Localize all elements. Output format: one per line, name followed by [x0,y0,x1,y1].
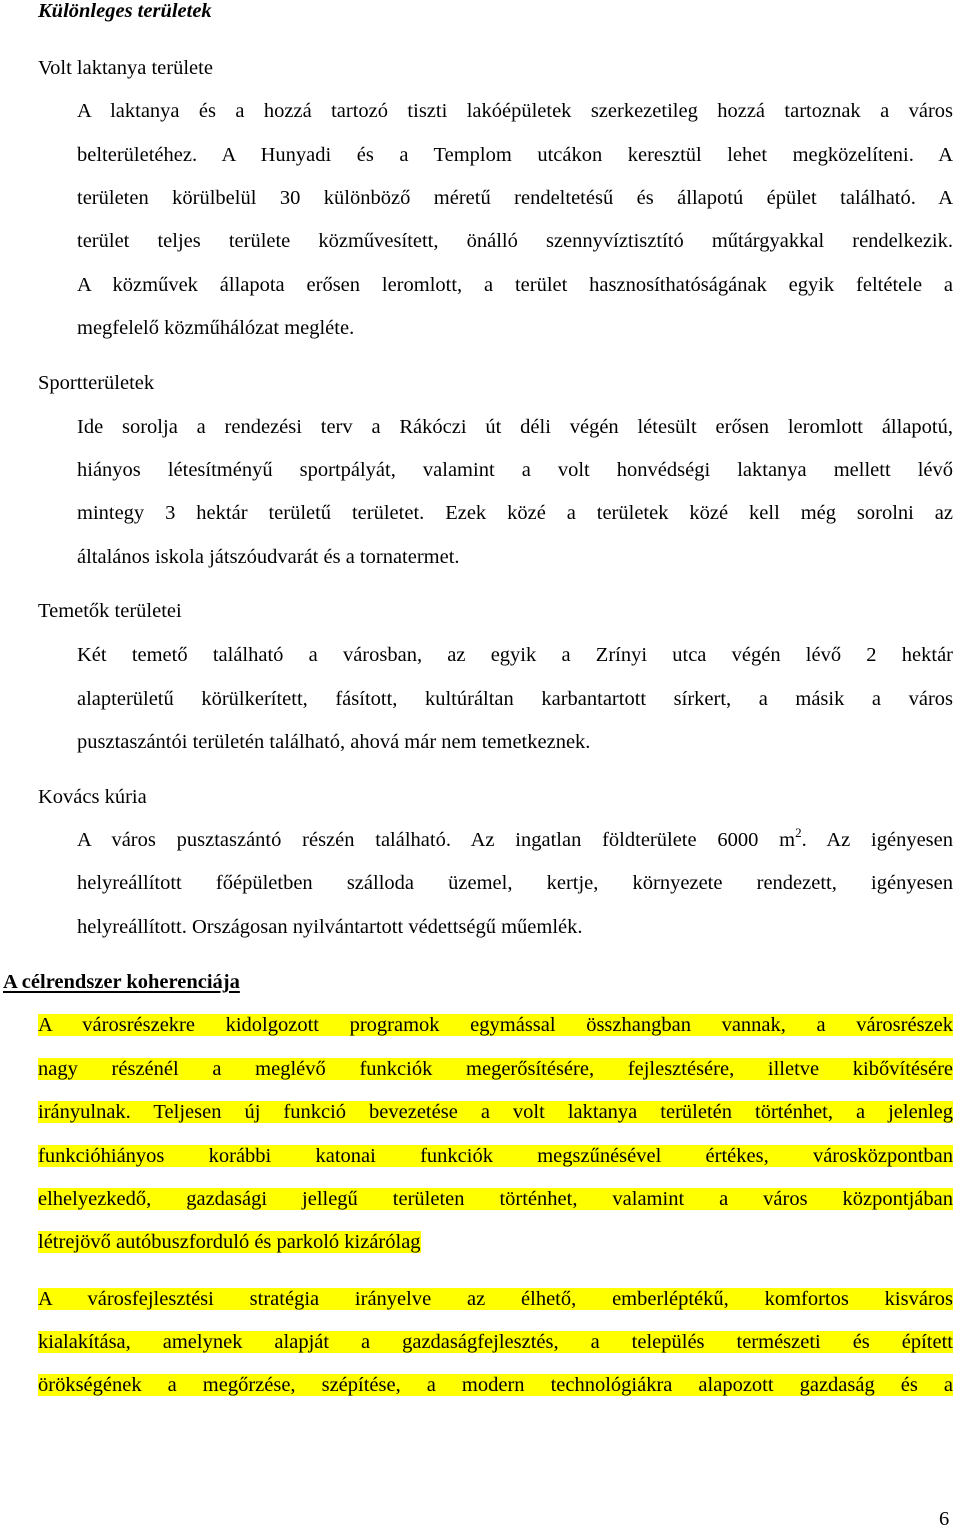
barracks-line-4: terület teljes területe közművesített, önálló szennyvíztisztító műtárgyakkal rendelkezik. [77,230,953,252]
area-heading-manor: Kovács kúria [38,786,147,808]
barracks-line-2: belterületéhez. A Hunyadi és a Templom utcákon keresztül lehet megközelíteni. A [77,144,953,166]
cemeteries-line-1: Két temető található a városban, az egyik a Zrínyi utca végén lévő 2 hektár [77,644,953,666]
strategy-line-3-text: örökségének a megőrzése, szépítése, a modern technológiákra alapozott gazdaság és a [38,1374,953,1396]
barracks-line-3: területen körülbelül 30 különböző méretű rendeltetésű és állapotú épület található. A [77,187,953,209]
strategy-line-2 [38,1329,953,1355]
area-heading-sports: Sportterületek [38,372,155,394]
coherence-line-5-text: elhelyezkedő, gazdasági jellegű területen történhet, valamint a város központjában [38,1188,953,1210]
coherence-line-3 [38,1099,953,1125]
page-number: 6 [939,1508,950,1530]
coherence-line-6 [38,1229,421,1255]
strategy-line-2-text: kialakítása, amelynek alapját a gazdaságfejlesztés, a település természeti és épített [38,1331,953,1353]
strategy-line-3 [38,1372,953,1398]
manor-line-1-text: A város pusztaszántó részén található. Az ingatlan földterülete 6000 m [77,829,796,851]
coherence-line-1-text: A városrészekre kidolgozott programok egymással összhangban vannak, a városrészek [38,1014,953,1036]
sports-line-2: hiányos létesítményű sportpályát, valamint a volt honvédségi laktanya mellett lévő [77,459,953,481]
coherence-line-4 [38,1143,953,1169]
section-title: Különleges területek [38,0,212,22]
barracks-line-6: megfelelő közműhálózat megléte. [77,317,355,339]
manor-line-2: helyreállított főépületben szálloda üzemel, kertje, környezete rendezett, igényesen [77,872,953,894]
strategy-line-1 [38,1286,953,1312]
area-heading-barracks: Volt laktanya területe [38,57,213,79]
coherence-line-6-text: létrejövő autóbuszforduló és parkoló kizárólag [38,1231,421,1253]
manor-line-3: helyreállított. Országosan nyilvántartott védettségű műemlék. [77,916,583,938]
coherence-line-2-text: nagy részénél a meglévő funkciók megerősítésére, fejlesztésére, illetve kibővítésére [38,1058,953,1080]
coherence-line-5 [38,1186,953,1212]
area-heading-cemeteries: Temetők területei [38,600,182,622]
coherence-line-1 [38,1012,953,1038]
manor-area-superscript: 2 [795,825,802,841]
sports-line-1: Ide sorolja a rendezési terv a Rákóczi út déli végén létesült erősen leromlott állapotú, [77,416,953,438]
barracks-line-5: A közművek állapota erősen leromlott, a terület hasznosíthatóságának egyik feltétele a [77,274,953,296]
barracks-line-1: A laktanya és a hozzá tartozó tiszti lakóépületek szerkezetileg hozzá tartoznak a város [77,100,953,122]
coherence-line-4-text: funkcióhiányos korábbi katonai funkciók megszűnésével értékes, városközpontban [38,1145,953,1167]
coherence-title: A célrendszer koherenciája [3,971,240,993]
manor-line-1-tail: . Az igényesen [801,829,953,851]
strategy-line-1-text: A városfejlesztési stratégia irányelve az élhető, emberléptékű, komfortos kisváros [38,1288,953,1310]
manor-line-1 [77,827,953,853]
cemeteries-line-3: pusztaszántói területén található, ahová már nem temetkeznek. [77,731,591,753]
cemeteries-line-2: alapterületű körülkerített, fásított, kultúráltan karbantartott sírkert, a másik a város [77,688,953,710]
sports-line-4: általános iskola játszóudvarát és a tornatermet. [77,546,460,568]
coherence-line-2 [38,1056,953,1082]
coherence-line-3-text: irányulnak. Teljesen új funkció bevezetése a volt laktanya területén történhet, a jelenleg [38,1101,953,1123]
sports-line-3: mintegy 3 hektár területű területet. Ezek közé a területek közé kell még sorolni az [77,502,953,524]
